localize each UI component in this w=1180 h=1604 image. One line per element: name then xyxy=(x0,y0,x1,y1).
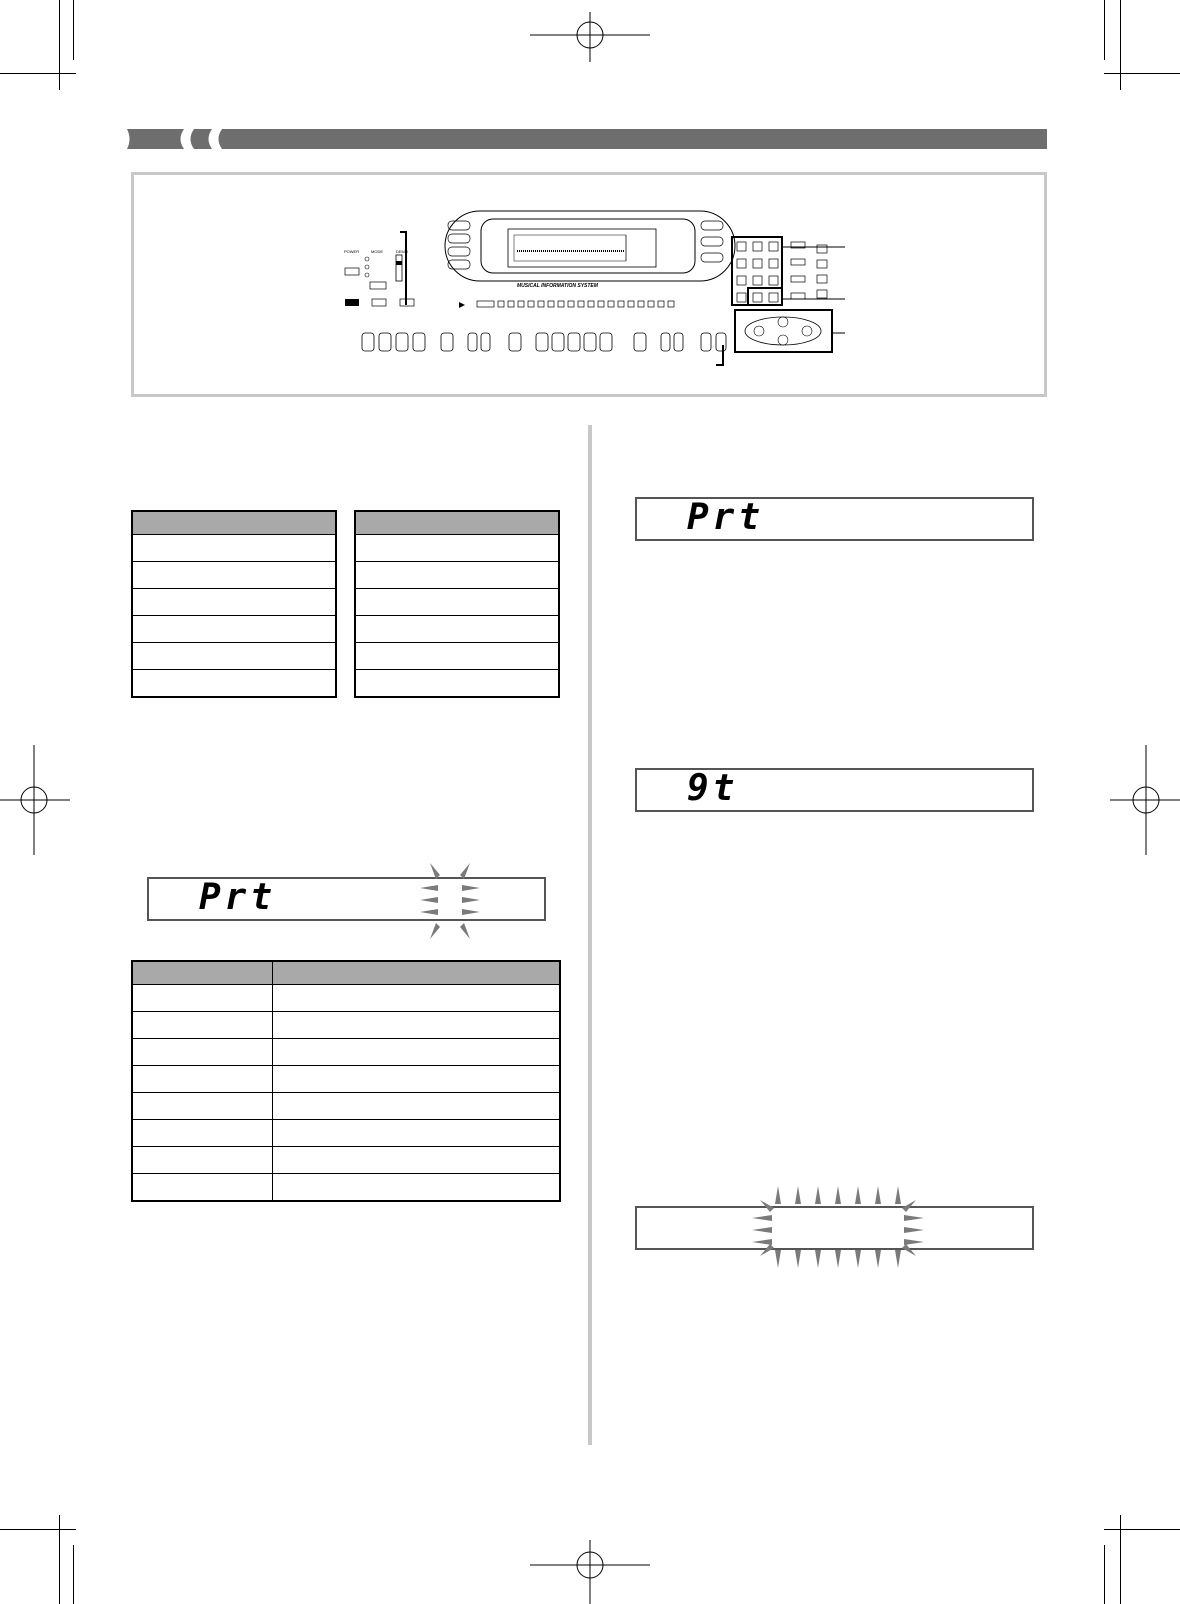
table-row xyxy=(355,670,559,698)
demo-label: DEMO xyxy=(396,249,408,254)
flash-indicator-icon xyxy=(410,855,490,945)
table-header xyxy=(273,961,561,985)
crop-mark xyxy=(1104,73,1180,74)
lcd-display-right-1 xyxy=(635,497,1034,541)
table-cell xyxy=(132,1039,273,1066)
registration-mark-top xyxy=(530,12,650,62)
table-row xyxy=(132,670,336,698)
table-cell xyxy=(273,1093,561,1120)
lcd-text: Prt xyxy=(687,497,765,538)
crop-mark xyxy=(1104,1545,1105,1604)
left-table-a xyxy=(131,510,337,698)
crop-mark xyxy=(1120,1515,1121,1604)
table-cell xyxy=(132,1120,273,1147)
left-table-b xyxy=(354,510,560,698)
table-row xyxy=(132,562,336,589)
registration-mark-right xyxy=(1110,745,1180,855)
table-header xyxy=(132,511,336,535)
table-cell xyxy=(273,1066,561,1093)
crop-mark xyxy=(1120,0,1121,90)
table-row xyxy=(132,616,336,643)
section-header-bar xyxy=(127,129,1047,149)
keyboard-title: MUSICAL INFORMATION SYSTEM xyxy=(517,283,598,289)
table-cell xyxy=(273,1039,561,1066)
table-row xyxy=(355,643,559,670)
lcd-display-right-2 xyxy=(635,768,1034,812)
table-cell xyxy=(132,1093,273,1120)
table-header xyxy=(132,961,273,985)
crop-mark xyxy=(1104,0,1105,60)
mode-label: MODE xyxy=(371,249,383,254)
table-row xyxy=(132,535,336,562)
table-row xyxy=(132,589,336,616)
flash-indicator-icon xyxy=(748,1182,928,1272)
table-cell xyxy=(132,985,273,1012)
table-cell xyxy=(273,1147,561,1174)
table-cell xyxy=(132,1147,273,1174)
table-cell xyxy=(273,1174,561,1202)
crop-mark xyxy=(0,1529,76,1530)
registration-mark-left xyxy=(0,745,70,855)
lcd-text: 9t xyxy=(687,768,739,809)
table-cell xyxy=(132,1174,273,1202)
table-cell xyxy=(273,985,561,1012)
power-label: POWER xyxy=(344,249,360,254)
table-row xyxy=(355,589,559,616)
table-cell xyxy=(273,1120,561,1147)
table-row xyxy=(355,535,559,562)
crop-mark xyxy=(0,73,76,74)
table-cell xyxy=(132,1012,273,1039)
bottom-table xyxy=(131,960,561,1202)
crop-mark xyxy=(59,0,60,90)
table-row xyxy=(132,643,336,670)
crop-mark xyxy=(1104,1529,1180,1530)
table-header xyxy=(355,511,559,535)
keyboard-panel-frame xyxy=(131,172,1047,397)
table-row xyxy=(355,616,559,643)
crop-mark xyxy=(59,1515,60,1604)
column-divider xyxy=(588,425,592,1445)
crop-mark xyxy=(73,1545,74,1604)
crop-mark xyxy=(73,0,74,60)
table-cell xyxy=(273,1012,561,1039)
registration-mark-bottom xyxy=(530,1540,650,1604)
lcd-text: Prt xyxy=(199,877,277,918)
table-row xyxy=(355,562,559,589)
table-cell xyxy=(132,1066,273,1093)
keyboard-panel-diagram xyxy=(134,175,1044,394)
